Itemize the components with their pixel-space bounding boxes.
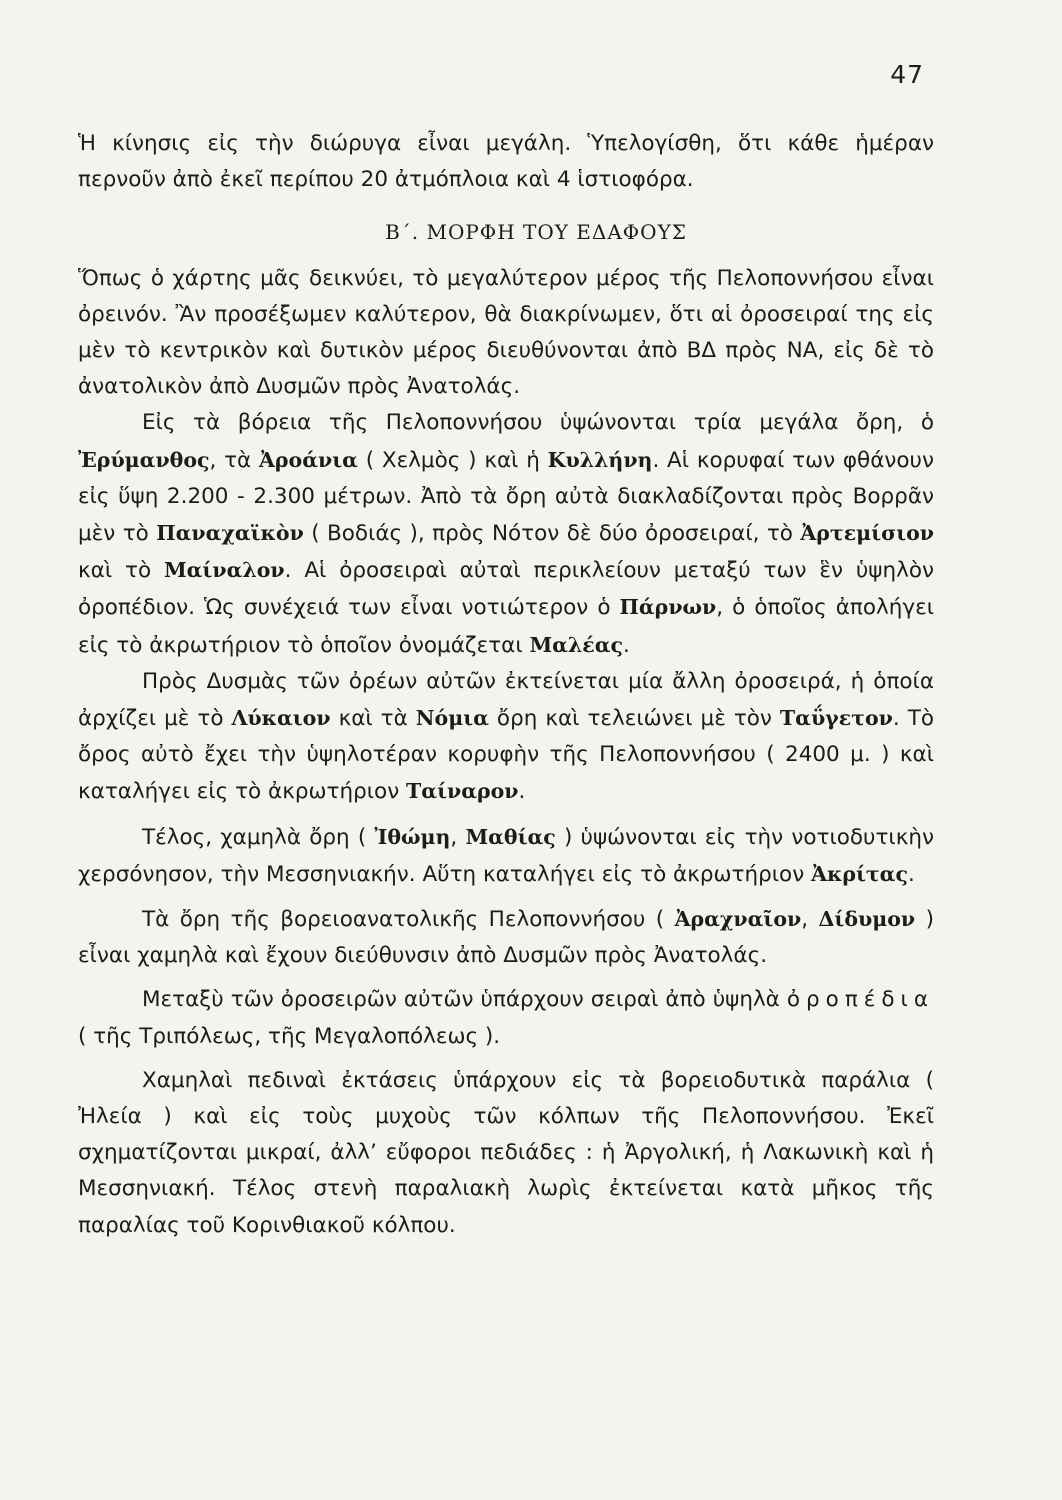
paragraph-plateaus: Μεταξὺ τῶν ὀροσειρῶν αὐτῶν ὑπάρχουν σειραὶ ἀπὸ ὑψηλὰ ὀροπέδια ( τῆς Τριπόλεως, τῆς Μεγαλοπόλεως ). [78, 987, 934, 1049]
mountain-name: Ἀροάνια [259, 447, 358, 472]
mountain-name: Παναχαϊκὸν [156, 521, 304, 546]
cape-name: Μαλέας [529, 632, 623, 657]
mountain-name: Μαθίας [465, 824, 556, 849]
paragraph-northern-mountains: Εἰς τὰ βόρεια τῆς Πελοποννήσου ὑψώνονται τρία μεγάλα ὄρη, ὁ Ἐρύμανθος, τὰ Ἀροάνια ( Χελμὸς ) καὶ ἡ Κυλλήνη. Αἱ κορυφαί των φθάνουν εἰς ὕψη 2.200 - 2.300 μέτρων. Ἀπὸ τὰ ὄρη αὐτὰ διακλαδίζονται πρὸς Βορρᾶν μὲν τὸ Παναχαϊκὸν ( Βοδιάς ), πρὸς Νότον δὲ δύο ὀροσειραί, τὸ Ἀρτεμίσιον καὶ τὸ Μαίναλον. Αἱ ὀροσειραὶ αὐταὶ περικλείουν μεταξύ των ἓν ὑψηλὸν ὀροπέδιον. Ὡς συνέχειά των εἶναι νοτιώτερον ὁ Πάρνων, ὁ ὁποῖος ἀπολήγει εἰς τὸ ἀκρωτήριον τὸ ὁποῖον ὀνομάζεται Μαλέας. [78, 410, 935, 658]
page-body [78, 126, 934, 1244]
mountain-name: Ἀρτεμίσιον [800, 521, 935, 546]
paragraph-western-range: Πρὸς Δυσμὰς τῶν ὀρέων αὐτῶν ἐκτείνεται μία ἄλλη ὀροσειρά, ἡ ὁποία ἀρχίζει μὲ τὸ Λύκαιον καὶ τὰ Νόμια ὄρη καὶ τελειώνει μὲ τὸν Ταΰγετον. Τὸ ὄρος αὐτὸ ἔχει τὴν ὑψηλοτέραν κορυφὴν τῆς Πελοποννήσου ( 2400 μ. ) καὶ καταλήγει εἰς τὸ ἀκρωτήριον Ταίναρον. [78, 668, 934, 805]
mountain-name: Δίδυμον [818, 907, 916, 932]
cape-name: Ἀκρίτας [811, 861, 908, 886]
mountain-name: Ἀραχναῖον [674, 907, 802, 932]
paragraph-terrain-intro: Ὅπως ὁ χάρτης μᾶς δεικνύει, τὸ μεγαλύτερον μέρος τῆς Πελοποννήσου εἶναι ὀρεινόν. Ἂν προσέξωμεν καλύτερον, θὰ διακρίνωμεν, ὅτι αἱ ὀροσειραί της εἰς μὲν τὸ κεντρικὸν καὶ δυτικὸν μέρος διευθύνονται ἀπὸ ΒΔ πρὸς ΝΑ, εἰς δὲ τὸ ἀνατολικὸν ἀπὸ Δυσμῶν πρὸς Ἀνατολάς. [78, 265, 934, 400]
mountain-name: Πάρνων [619, 595, 717, 620]
paragraph-northeast-mountains: Τὰ ὄρη τῆς βορειοανατολικῆς Πελοποννήσου ( Ἀραχναῖον, Δίδυμον ) εἶναι χαμηλὰ καὶ ἔχουν διεύθυνσιν ἀπὸ Δυσμῶν πρὸς Ἀνατολάς. [78, 907, 934, 969]
mountain-name: Νόμια [415, 706, 489, 731]
mountain-name: Λύκαιον [231, 706, 331, 731]
mountain-name: Μαίναλον [163, 558, 285, 583]
paragraph-canal-traffic: Ἡ κίνησις εἰς τὴν διώρυγα εἶναι μεγάλη. Ὑπελογίσθη, ὅτι κάθε ἡμέραν περνοῦν ἀπὸ ἐκεῖ περίπου 20 ἀτμόπλοια καὶ 4 ἱστιοφόρα. [78, 131, 934, 193]
paragraph-lowlands: Χαμηλαὶ πεδιναὶ ἐκτάσεις ὑπάρχουν εἰς τὰ βορειοδυτικὰ παράλια ( Ἠλεία ) καὶ εἰς τοὺς μυχοὺς τῶν κόλπων τῆς Πελοποννήσου. Ἐκεῖ σχηματίζονται μικραί, ἀλλ’ εὔφοροι πεδιάδες : ἡ Ἀργολική, ἡ Λακωνικὴ καὶ ἡ Μεσσηνιακή. Τέλος στενὴ παραλιακὴ λωρὶς ἐκτείνεται κατὰ μῆκος τῆς παραλίας τοῦ Κορινθιακοῦ κόλπου. [78, 1067, 934, 1238]
section-heading: Β΄. ΜΟΡΦΗ ΤΟΥ ΕΔΑΦΟΥΣ [385, 220, 687, 245]
mountain-name: Ἰθώμη [374, 824, 451, 849]
page-number: 47 [890, 60, 924, 89]
spaced-term: ὀροπέδια [786, 987, 934, 1013]
cape-name: Ταίναρον [406, 779, 519, 804]
paragraph-low-mountains: Τέλος, χαμηλὰ ὄρη ( Ἰθώμη, Μαθίας ) ὑψώνονται εἰς τὴν νοτιοδυτικὴν χερσόνησον, τὴν Μεσσηνιακήν. Αὕτη καταλήγει εἰς τὸ ἀκρωτήριον Ἀκρίτας. [78, 824, 934, 887]
mountain-name: Ταΰγετον [779, 706, 893, 731]
mountain-name: Κυλλήνη [547, 447, 653, 472]
mountain-name: Ἐρύμανθος [78, 447, 210, 472]
